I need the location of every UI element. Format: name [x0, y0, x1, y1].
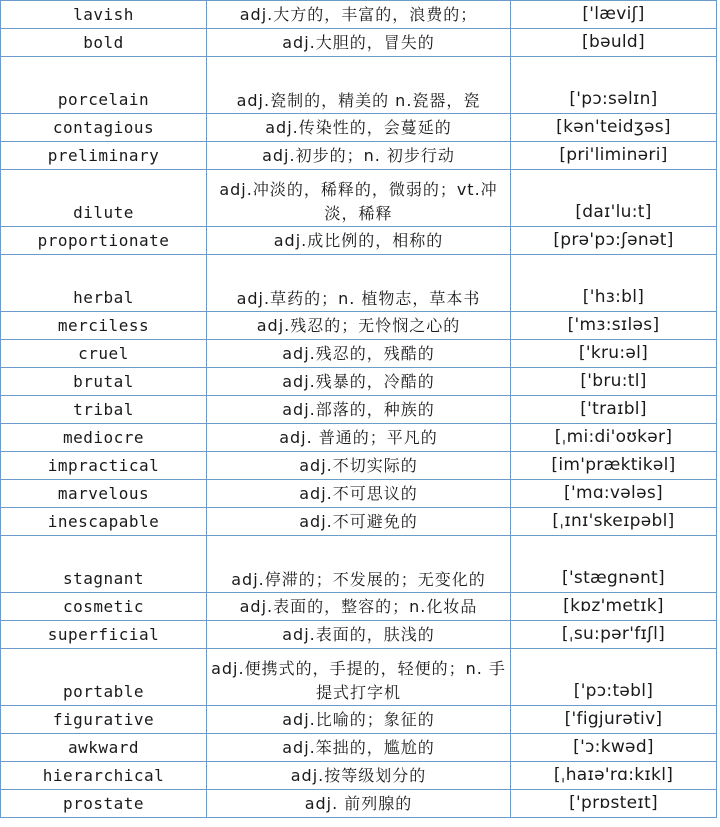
phonetic-cell: [im'præktikəl] [511, 452, 717, 480]
word-cell: brutal [1, 368, 207, 396]
table-row [1, 29, 717, 57]
definition-cell: adj.初步的；n. 初步行动 [207, 142, 511, 170]
word-cell: cruel [1, 340, 207, 368]
phonetic-cell: [kən'teidʒəs] [511, 114, 717, 142]
word-cell: dilute [1, 170, 207, 227]
definition-cell: adj.比喻的；象征的 [207, 706, 511, 734]
table-row [1, 452, 717, 480]
phonetic-cell: [pri'liminəri] [511, 142, 717, 170]
word-cell: portable [1, 649, 207, 706]
word-cell: proportionate [1, 227, 207, 255]
word-cell: prostate [1, 790, 207, 818]
word-cell: figurative [1, 706, 207, 734]
definition-cell: adj.部落的，种族的 [207, 396, 511, 424]
definition-cell: adj.表面的，肤浅的 [207, 621, 511, 649]
definition-cell: adj.瓷制的，精美的 n.瓷器，瓷 [207, 57, 511, 114]
definition-cell: adj.笨拙的，尴尬的 [207, 734, 511, 762]
definition-cell: adj.不切实际的 [207, 452, 511, 480]
word-cell: superficial [1, 621, 207, 649]
word-cell: porcelain [1, 57, 207, 114]
table-row [1, 424, 717, 452]
phonetic-cell: ['pɔ:səlɪn] [511, 57, 717, 114]
table-row [1, 1, 717, 29]
table-row [1, 57, 717, 114]
table-row [1, 508, 717, 536]
word-cell: bold [1, 29, 207, 57]
table-row [1, 593, 717, 621]
table-row [1, 621, 717, 649]
word-cell: marvelous [1, 480, 207, 508]
table-row [1, 649, 717, 706]
phonetic-cell: ['bru:tl] [511, 368, 717, 396]
word-cell: preliminary [1, 142, 207, 170]
phonetic-cell: ['ɔ:kwəd] [511, 734, 717, 762]
word-cell: stagnant [1, 536, 207, 593]
definition-cell: adj.草药的；n. 植物志，草本书 [207, 255, 511, 312]
word-cell: impractical [1, 452, 207, 480]
table-row [1, 790, 717, 818]
table-row [1, 396, 717, 424]
table-row [1, 255, 717, 312]
table-row [1, 227, 717, 255]
table-row [1, 312, 717, 340]
table-row [1, 170, 717, 227]
phonetic-cell: ['traɪbl] [511, 396, 717, 424]
phonetic-cell: [prə'pɔ:ʃənət] [511, 227, 717, 255]
definition-cell: adj.不可避免的 [207, 508, 511, 536]
table-row [1, 762, 717, 790]
definition-cell: adj.按等级划分的 [207, 762, 511, 790]
word-cell: cosmetic [1, 593, 207, 621]
phonetic-cell: ['læviʃ] [511, 1, 717, 29]
word-cell: hierarchical [1, 762, 207, 790]
word-cell: herbal [1, 255, 207, 312]
phonetic-cell: [kɒz'metɪk] [511, 593, 717, 621]
word-cell: inescapable [1, 508, 207, 536]
phonetic-cell: ['kru:əl] [511, 340, 717, 368]
table-row [1, 480, 717, 508]
definition-cell: adj.残忍的；无怜悯之心的 [207, 312, 511, 340]
word-cell: mediocre [1, 424, 207, 452]
phonetic-cell: [ˌɪnɪ'skeɪpəbl] [511, 508, 717, 536]
definition-cell: adj.残忍的，残酷的 [207, 340, 511, 368]
phonetic-cell: [ˌsu:pər'fɪʃl] [511, 621, 717, 649]
phonetic-cell: ['mɑ:vələs] [511, 480, 717, 508]
phonetic-cell: [ˌhaɪə'rɑ:kɪkl] [511, 762, 717, 790]
phonetic-cell: [daɪ'lu:t] [511, 170, 717, 227]
definition-cell: adj.大胆的，冒失的 [207, 29, 511, 57]
phonetic-cell: [ˌmi:di'oʊkər] [511, 424, 717, 452]
table-row [1, 536, 717, 593]
definition-cell: adj.大方的，丰富的，浪费的； [207, 1, 511, 29]
word-cell: awkward [1, 734, 207, 762]
word-cell: tribal [1, 396, 207, 424]
word-cell: lavish [1, 1, 207, 29]
phonetic-cell: ['hɜ:bl] [511, 255, 717, 312]
definition-cell: adj.停滞的；不发展的；无变化的 [207, 536, 511, 593]
phonetic-cell: ['figjurətiv] [511, 706, 717, 734]
phonetic-cell: ['mɜ:sɪləs] [511, 312, 717, 340]
table-row [1, 142, 717, 170]
definition-cell: adj. 普通的；平凡的 [207, 424, 511, 452]
phonetic-cell: ['pɔ:təbl] [511, 649, 717, 706]
definition-cell: adj.便携式的，手提的，轻便的；n. 手提式打字机 [207, 649, 511, 706]
definition-cell: adj.冲淡的，稀释的，微弱的；vt.冲淡，稀释 [207, 170, 511, 227]
definition-cell: adj.残暴的，冷酷的 [207, 368, 511, 396]
definition-cell: adj.表面的，整容的；n.化妆品 [207, 593, 511, 621]
definition-cell: adj.成比例的，相称的 [207, 227, 511, 255]
table-row [1, 340, 717, 368]
phonetic-cell: ['stægnənt] [511, 536, 717, 593]
phonetic-cell: ['prɒsteɪt] [511, 790, 717, 818]
table-row [1, 368, 717, 396]
word-cell: merciless [1, 312, 207, 340]
definition-cell: adj.传染性的，会蔓延的 [207, 114, 511, 142]
table-row [1, 706, 717, 734]
word-cell: contagious [1, 114, 207, 142]
definition-cell: adj. 前列腺的 [207, 790, 511, 818]
definition-cell: adj.不可思议的 [207, 480, 511, 508]
phonetic-cell: [bəuld] [511, 29, 717, 57]
table-row [1, 734, 717, 762]
table-row [1, 114, 717, 142]
